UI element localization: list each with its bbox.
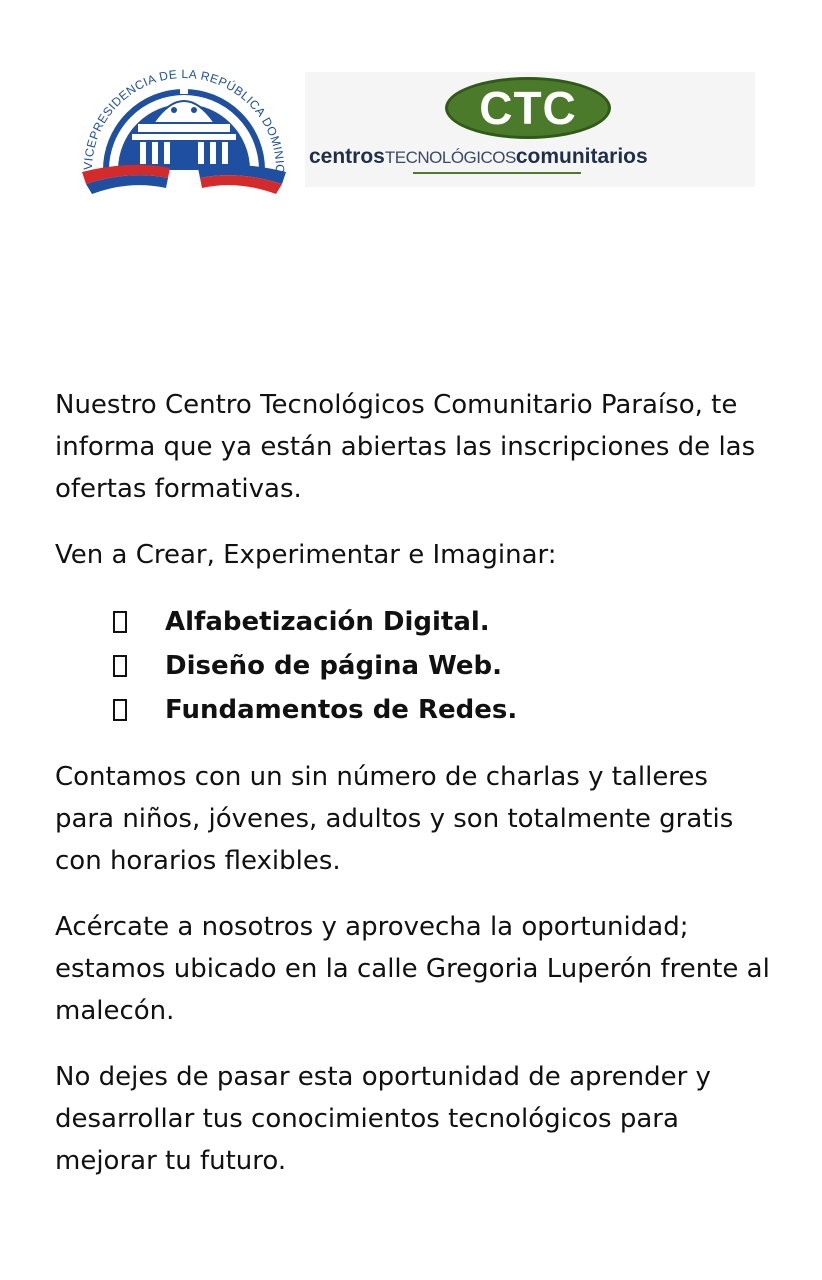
invitation-paragraph: Ven a Crear, Experimentar e Imaginar: xyxy=(55,540,557,570)
location-paragraph: Acércate a nosotros y aprovecha la oportunidad; estamos ubicado en la calle Gregoria Luperón frente al malecón. xyxy=(55,912,770,1026)
course-label: Diseño de página Web. xyxy=(165,651,502,681)
checkbox-icon xyxy=(113,655,127,677)
offerings-paragraph: Contamos con un sin número de charlas y talleres para niños, jóvenes, adultos y son totalmente gratis con horarios flexibles. xyxy=(55,762,734,876)
ctc-tagline-centros: centros xyxy=(309,145,385,168)
ctc-oval-badge xyxy=(445,77,611,139)
ctc-logo xyxy=(305,72,755,187)
course-item xyxy=(113,688,775,732)
announcement-body xyxy=(55,384,775,1206)
vicepresidencia-seal-logo xyxy=(70,52,300,202)
seal-text: VICEPRESIDENCIA DE LA REPÚBLICA DOMINIC xyxy=(80,66,288,174)
course-label: Fundamentos de Redes. xyxy=(165,695,518,725)
checkbox-icon xyxy=(113,699,127,721)
ctc-tagline-tecnologicos: TECNOLÓGICOS xyxy=(384,148,516,167)
ctc-abbrev: CTC xyxy=(479,82,577,134)
seal-graphic xyxy=(70,52,300,202)
checkbox-icon xyxy=(113,611,127,633)
ctc-tagline xyxy=(309,146,648,167)
course-list xyxy=(55,600,775,732)
header xyxy=(0,0,822,230)
course-item xyxy=(113,644,775,688)
intro-paragraph: Nuestro Centro Tecnológicos Comunitario Paraíso, te informa que ya están abiertas las inscripciones de las ofertas formativas. xyxy=(55,390,756,504)
ctc-tagline-comunitarios: comunitarios xyxy=(515,145,648,168)
course-label: Alfabetización Digital. xyxy=(165,607,490,637)
closing-paragraph: No dejes de pasar esta oportunidad de aprender y desarrollar tus conocimientos tecnológicos para mejorar tu futuro. xyxy=(55,1062,711,1176)
ctc-underline-divider xyxy=(413,172,581,174)
course-item xyxy=(113,600,775,644)
